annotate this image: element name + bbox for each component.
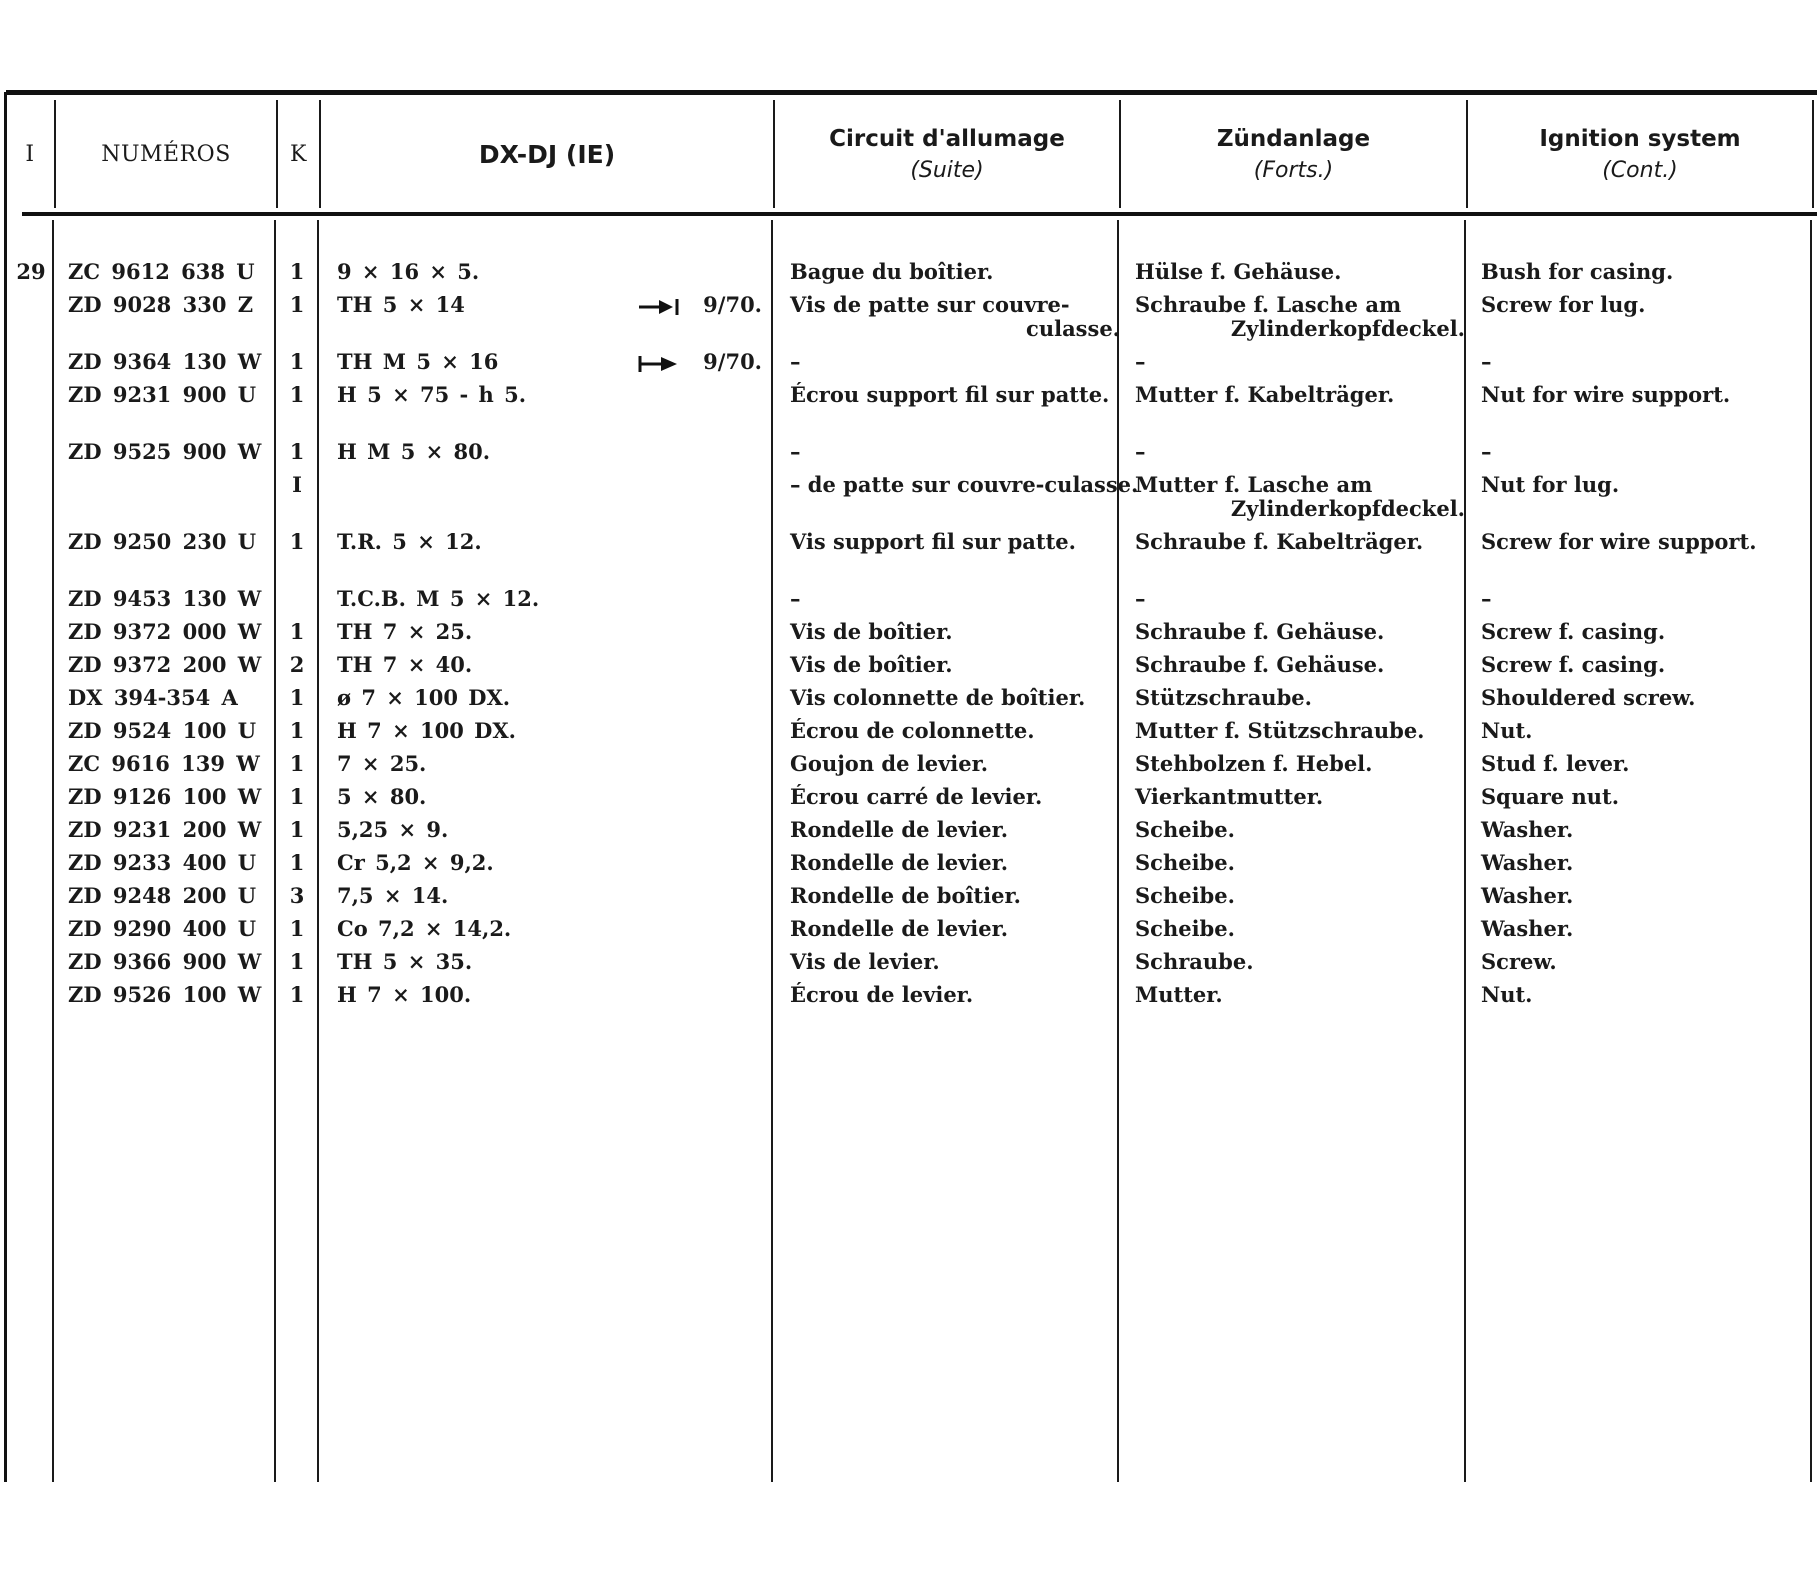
part-number-text: ZC 9612 638 U — [68, 259, 255, 284]
row-index — [14, 260, 48, 284]
description-english-text: Screw f. casing. — [1481, 619, 1666, 644]
validity-marker — [636, 350, 762, 376]
description-french-text: Vis colonnette de boîtier. — [790, 685, 1086, 710]
header-col-numeros — [56, 100, 276, 208]
description-french-text: Rondelle de boîtier. — [790, 883, 1021, 908]
header-label: DX-DJ (IE) — [478, 139, 616, 169]
dimensions-text: ø 7 × 100 DX. — [337, 685, 511, 710]
dimensions — [337, 620, 647, 644]
part-number — [68, 917, 268, 941]
description-english-text: Screw for wire support. — [1481, 529, 1757, 554]
part-number — [68, 620, 268, 644]
part-number — [68, 383, 268, 407]
part-number-text: ZD 9248 200 U — [68, 883, 257, 908]
left-frame-rule — [4, 92, 7, 1482]
part-number-text: ZD 9525 900 W — [68, 439, 262, 464]
quantity-text: 3 — [289, 883, 305, 908]
description-french-text: Écrou de colonnette. — [790, 718, 1035, 743]
dimensions-text: H M 5 × 80. — [337, 439, 491, 464]
dimensions — [337, 818, 647, 842]
description-english-text: Nut for lug. — [1481, 472, 1620, 497]
dimensions-text: Co 7,2 × 14,2. — [337, 916, 512, 941]
top-rule — [6, 90, 1817, 95]
description-german-text: – — [1135, 349, 1146, 374]
header-col-k — [278, 100, 319, 208]
part-number-text: ZD 9231 900 U — [68, 382, 257, 407]
column-divider — [317, 220, 319, 1482]
description-french — [790, 884, 1120, 908]
part-number — [68, 851, 268, 875]
dimensions — [337, 587, 647, 611]
quantity-text: 1 — [289, 529, 305, 554]
description-french — [790, 719, 1120, 743]
description-german-text: Scheibe. — [1135, 916, 1235, 941]
dimensions-text: T.C.B. M 5 × 12. — [337, 586, 540, 611]
arrow-to-bar-icon — [637, 292, 703, 317]
quantity-text: 1 — [289, 751, 305, 776]
part-number — [68, 884, 268, 908]
quantity — [282, 884, 312, 908]
quantity-text: 1 — [289, 718, 305, 743]
quantity-text: 1 — [289, 784, 305, 809]
header-label: Ignition system — [1539, 125, 1741, 152]
dimensions-text: 5,25 × 9. — [337, 817, 449, 842]
quantity — [282, 917, 312, 941]
quantity — [282, 653, 312, 677]
description-french — [790, 785, 1120, 809]
description-french-text: Bague du boîtier. — [790, 259, 994, 284]
description-german — [1135, 293, 1465, 341]
description-german — [1135, 884, 1465, 908]
description-german — [1135, 260, 1465, 284]
part-number — [68, 785, 268, 809]
description-german — [1135, 350, 1465, 374]
description-english — [1481, 719, 1801, 743]
description-french-text: Vis de patte sur couvre- — [790, 292, 1070, 317]
quantity — [282, 473, 312, 497]
part-number — [68, 653, 268, 677]
part-number — [68, 983, 268, 1007]
description-english-text: Nut. — [1481, 982, 1533, 1007]
description-german — [1135, 686, 1465, 710]
part-number-text: ZD 9126 100 W — [68, 784, 262, 809]
part-number — [68, 752, 268, 776]
part-number — [68, 686, 268, 710]
dimensions-text: TH 5 × 35. — [337, 949, 473, 974]
header-sublabel: (Cont.) — [1602, 157, 1678, 183]
description-german-text: Stützschraube. — [1135, 685, 1312, 710]
description-english-text: Nut for wire support. — [1481, 382, 1731, 407]
header-col-model — [321, 100, 773, 208]
description-french — [790, 653, 1120, 677]
description-english — [1481, 851, 1801, 875]
description-english-text: Washer. — [1481, 916, 1574, 941]
description-english-text: Square nut. — [1481, 784, 1620, 809]
dimensions-text: H 7 × 100. — [337, 982, 472, 1007]
description-german-text: Schraube f. Kabelträger. — [1135, 529, 1424, 554]
header-col-index — [6, 100, 54, 208]
dimensions — [337, 983, 647, 1007]
quantity — [282, 818, 312, 842]
dimensions-text: T.R. 5 × 12. — [337, 529, 482, 554]
row-index-text: 29 — [16, 259, 46, 284]
description-german-text: Scheibe. — [1135, 817, 1235, 842]
description-french-text: Vis de boîtier. — [790, 652, 953, 677]
quantity-text: 1 — [289, 949, 305, 974]
quantity-text: 1 — [289, 916, 305, 941]
description-german-text: Mutter f. Kabelträger. — [1135, 382, 1395, 407]
description-german — [1135, 950, 1465, 974]
part-number-text: ZD 9290 400 U — [68, 916, 257, 941]
dimensions-text: 5 × 80. — [337, 784, 427, 809]
description-french-text: – de patte sur couvre-culasse. — [790, 472, 1139, 497]
description-french — [790, 917, 1120, 941]
part-number-text: ZD 9250 230 U — [68, 529, 257, 554]
description-french — [790, 686, 1120, 710]
quantity — [282, 752, 312, 776]
description-english-text: – — [1481, 439, 1492, 464]
dimensions — [337, 719, 647, 743]
description-german — [1135, 653, 1465, 677]
dimensions — [337, 653, 647, 677]
description-french-text: Écrou carré de levier. — [790, 784, 1043, 809]
header-label: I — [25, 141, 35, 167]
quantity-text: 1 — [289, 817, 305, 842]
header-label: NUMÉROS — [101, 141, 231, 167]
quantity — [282, 851, 312, 875]
dimensions — [337, 917, 647, 941]
validity-date: 9/70. — [703, 349, 762, 374]
dimensions-text: H 5 × 75 - h 5. — [337, 382, 527, 407]
part-number — [68, 719, 268, 743]
validity-marker — [636, 293, 762, 319]
description-french — [790, 472, 1139, 497]
description-french-text: Vis support fil sur patte. — [790, 529, 1076, 554]
quantity — [282, 785, 312, 809]
part-number-text: ZD 9028 330 Z — [68, 292, 254, 317]
description-german — [1135, 383, 1465, 407]
description-german — [1135, 818, 1465, 842]
quantity-text: 1 — [289, 292, 305, 317]
header-label: K — [290, 141, 307, 167]
description-english-text: Washer. — [1481, 850, 1574, 875]
description-french — [790, 983, 1120, 1007]
description-english — [1481, 293, 1801, 317]
description-french — [790, 950, 1120, 974]
description-german-text: Schraube f. Lasche am — [1135, 292, 1402, 317]
description-french — [790, 350, 1120, 374]
description-german-text: Vierkantmutter. — [1135, 784, 1324, 809]
description-english-text: – — [1481, 586, 1492, 611]
description-german — [1135, 473, 1465, 521]
part-number — [68, 950, 268, 974]
description-german-text: Mutter. — [1135, 982, 1223, 1007]
description-french-continuation: culasse. — [1026, 316, 1120, 341]
description-german — [1135, 587, 1465, 611]
validity-date: 9/70. — [703, 292, 762, 317]
description-french-text: Vis de levier. — [790, 949, 940, 974]
part-number-text: ZD 9524 100 U — [68, 718, 257, 743]
description-english — [1481, 917, 1801, 941]
dimensions — [337, 260, 647, 284]
description-english — [1481, 383, 1801, 407]
description-german — [1135, 752, 1465, 776]
description-french — [790, 530, 1120, 554]
description-english-text: Screw for lug. — [1481, 292, 1646, 317]
quantity-text: 1 — [289, 439, 305, 464]
description-german-text: Scheibe. — [1135, 883, 1235, 908]
part-number-text: ZD 9231 200 W — [68, 817, 262, 842]
dimensions-text: 7,5 × 14. — [337, 883, 449, 908]
header-divider — [1812, 100, 1814, 208]
part-number — [68, 440, 268, 464]
description-german — [1135, 785, 1465, 809]
dimensions-text: 7 × 25. — [337, 751, 427, 776]
arrow-from-bar-icon — [637, 349, 703, 374]
dimensions-text: TH 7 × 40. — [337, 652, 473, 677]
description-english — [1481, 950, 1801, 974]
description-english — [1481, 620, 1801, 644]
quantity — [282, 260, 312, 284]
part-number — [68, 293, 268, 317]
description-english-text: Nut. — [1481, 718, 1533, 743]
description-german-text: Schraube f. Gehäuse. — [1135, 619, 1385, 644]
description-german-text: Schraube. — [1135, 949, 1254, 974]
description-french — [790, 818, 1120, 842]
dimensions — [337, 350, 647, 374]
part-number — [68, 530, 268, 554]
dimensions — [337, 785, 647, 809]
description-german — [1135, 983, 1465, 1007]
description-english — [1481, 473, 1801, 497]
description-german — [1135, 530, 1465, 554]
header-label: Zündanlage — [1216, 125, 1371, 152]
description-german-text: Mutter f. Stützschraube. — [1135, 718, 1425, 743]
header-sublabel: (Forts.) — [1253, 157, 1334, 183]
description-english — [1481, 260, 1801, 284]
description-french-text: – — [790, 349, 801, 374]
description-english-text: Washer. — [1481, 883, 1574, 908]
dimensions — [337, 440, 647, 464]
description-french — [790, 260, 1120, 284]
part-number — [68, 260, 268, 284]
description-french — [790, 587, 1120, 611]
header-col-german — [1121, 100, 1466, 208]
quantity — [282, 686, 312, 710]
description-german-text: Hülse f. Gehäuse. — [1135, 259, 1342, 284]
description-german-continuation: Zylinderkopfdeckel. — [1230, 496, 1465, 521]
description-english — [1481, 884, 1801, 908]
description-french-text: – — [790, 439, 801, 464]
part-number — [68, 818, 268, 842]
description-french-text: Rondelle de levier. — [790, 817, 1009, 842]
quantity-text: 1 — [289, 619, 305, 644]
quantity-text: 1 — [289, 850, 305, 875]
dimensions — [337, 752, 647, 776]
column-divider — [52, 220, 54, 1482]
quantity — [282, 620, 312, 644]
part-number-text: ZD 9372 200 W — [68, 652, 262, 677]
quantity-text: 1 — [289, 685, 305, 710]
description-english-text: Washer. — [1481, 817, 1574, 842]
part-number-text: ZD 9364 130 W — [68, 349, 262, 374]
description-german-continuation: Zylinderkopfdeckel. — [1230, 316, 1465, 341]
description-french-text: Vis de boîtier. — [790, 619, 953, 644]
header-label: Circuit d'allumage — [829, 125, 1065, 152]
quantity — [282, 530, 312, 554]
quantity-text: 1 — [289, 349, 305, 374]
dimensions-text: TH 5 × 14 — [337, 292, 465, 317]
quantity-text: I — [292, 472, 302, 497]
description-french-text: Goujon de levier. — [790, 751, 989, 776]
quantity-text: 1 — [289, 982, 305, 1007]
description-english-text: Bush for casing. — [1481, 259, 1674, 284]
quantity — [282, 950, 312, 974]
description-english — [1481, 818, 1801, 842]
description-german — [1135, 440, 1465, 464]
description-english — [1481, 983, 1801, 1007]
column-divider — [1810, 220, 1812, 1482]
column-divider — [274, 220, 276, 1482]
description-english — [1481, 440, 1801, 464]
dimensions — [337, 530, 647, 554]
description-english-text: – — [1481, 349, 1492, 374]
part-number-text: ZD 9233 400 U — [68, 850, 257, 875]
part-number-text: ZD 9526 100 W — [68, 982, 262, 1007]
dimensions — [337, 293, 647, 317]
description-french-text: Rondelle de levier. — [790, 850, 1009, 875]
description-english — [1481, 653, 1801, 677]
part-number-text: ZD 9372 000 W — [68, 619, 262, 644]
dimensions-text: Cr 5,2 × 9,2. — [337, 850, 494, 875]
description-french-text: Écrou support fil sur patte. — [790, 382, 1110, 407]
description-english — [1481, 785, 1801, 809]
part-number-text: DX 394-354 A — [68, 685, 238, 710]
description-german-text: Schraube f. Gehäuse. — [1135, 652, 1385, 677]
description-english-text: Stud f. lever. — [1481, 751, 1630, 776]
quantity — [282, 719, 312, 743]
quantity — [282, 983, 312, 1007]
description-english-text: Screw f. casing. — [1481, 652, 1666, 677]
description-german — [1135, 620, 1465, 644]
dimensions — [337, 884, 647, 908]
description-german-text: Scheibe. — [1135, 850, 1235, 875]
quantity-text: 2 — [289, 652, 305, 677]
description-french — [790, 293, 1120, 341]
description-french — [790, 620, 1120, 644]
description-english — [1481, 350, 1801, 374]
description-french — [790, 752, 1120, 776]
quantity — [282, 440, 312, 464]
description-french-text: Rondelle de levier. — [790, 916, 1009, 941]
description-english — [1481, 587, 1801, 611]
description-french — [790, 383, 1120, 407]
description-german — [1135, 917, 1465, 941]
quantity — [282, 383, 312, 407]
part-number-text: ZD 9366 900 W — [68, 949, 262, 974]
description-german-text: – — [1135, 586, 1146, 611]
part-number-text: ZC 9616 139 W — [68, 751, 260, 776]
description-german-text: Mutter f. Lasche am — [1135, 472, 1373, 497]
dimensions — [337, 851, 647, 875]
column-divider — [771, 220, 773, 1482]
dimensions — [337, 950, 647, 974]
description-french — [790, 440, 1120, 464]
description-french-text: – — [790, 586, 801, 611]
description-german-text: – — [1135, 439, 1146, 464]
dimensions — [337, 383, 647, 407]
part-number-text: ZD 9453 130 W — [68, 586, 262, 611]
description-english-text: Screw. — [1481, 949, 1557, 974]
dimensions-text: 9 × 16 × 5. — [337, 259, 480, 284]
description-french — [790, 851, 1120, 875]
quantity-text: 1 — [289, 259, 305, 284]
description-english — [1481, 752, 1801, 776]
description-french-text: Écrou de levier. — [790, 982, 974, 1007]
quantity — [282, 293, 312, 317]
description-english-text: Shouldered screw. — [1481, 685, 1696, 710]
quantity — [282, 350, 312, 374]
dimensions-text: H 7 × 100 DX. — [337, 718, 516, 743]
description-german — [1135, 719, 1465, 743]
part-number — [68, 587, 268, 611]
description-english — [1481, 686, 1801, 710]
header-col-english — [1468, 100, 1812, 208]
header-col-french — [775, 100, 1119, 208]
header-rule — [22, 212, 1817, 216]
part-number — [68, 350, 268, 374]
quantity-text: 1 — [289, 382, 305, 407]
dimensions-text: TH 7 × 25. — [337, 619, 473, 644]
description-english — [1481, 530, 1801, 554]
header-sublabel: (Suite) — [910, 157, 984, 183]
description-german — [1135, 851, 1465, 875]
description-german-text: Stehbolzen f. Hebel. — [1135, 751, 1373, 776]
dimensions-text: TH M 5 × 16 — [337, 349, 499, 374]
dimensions — [337, 686, 647, 710]
